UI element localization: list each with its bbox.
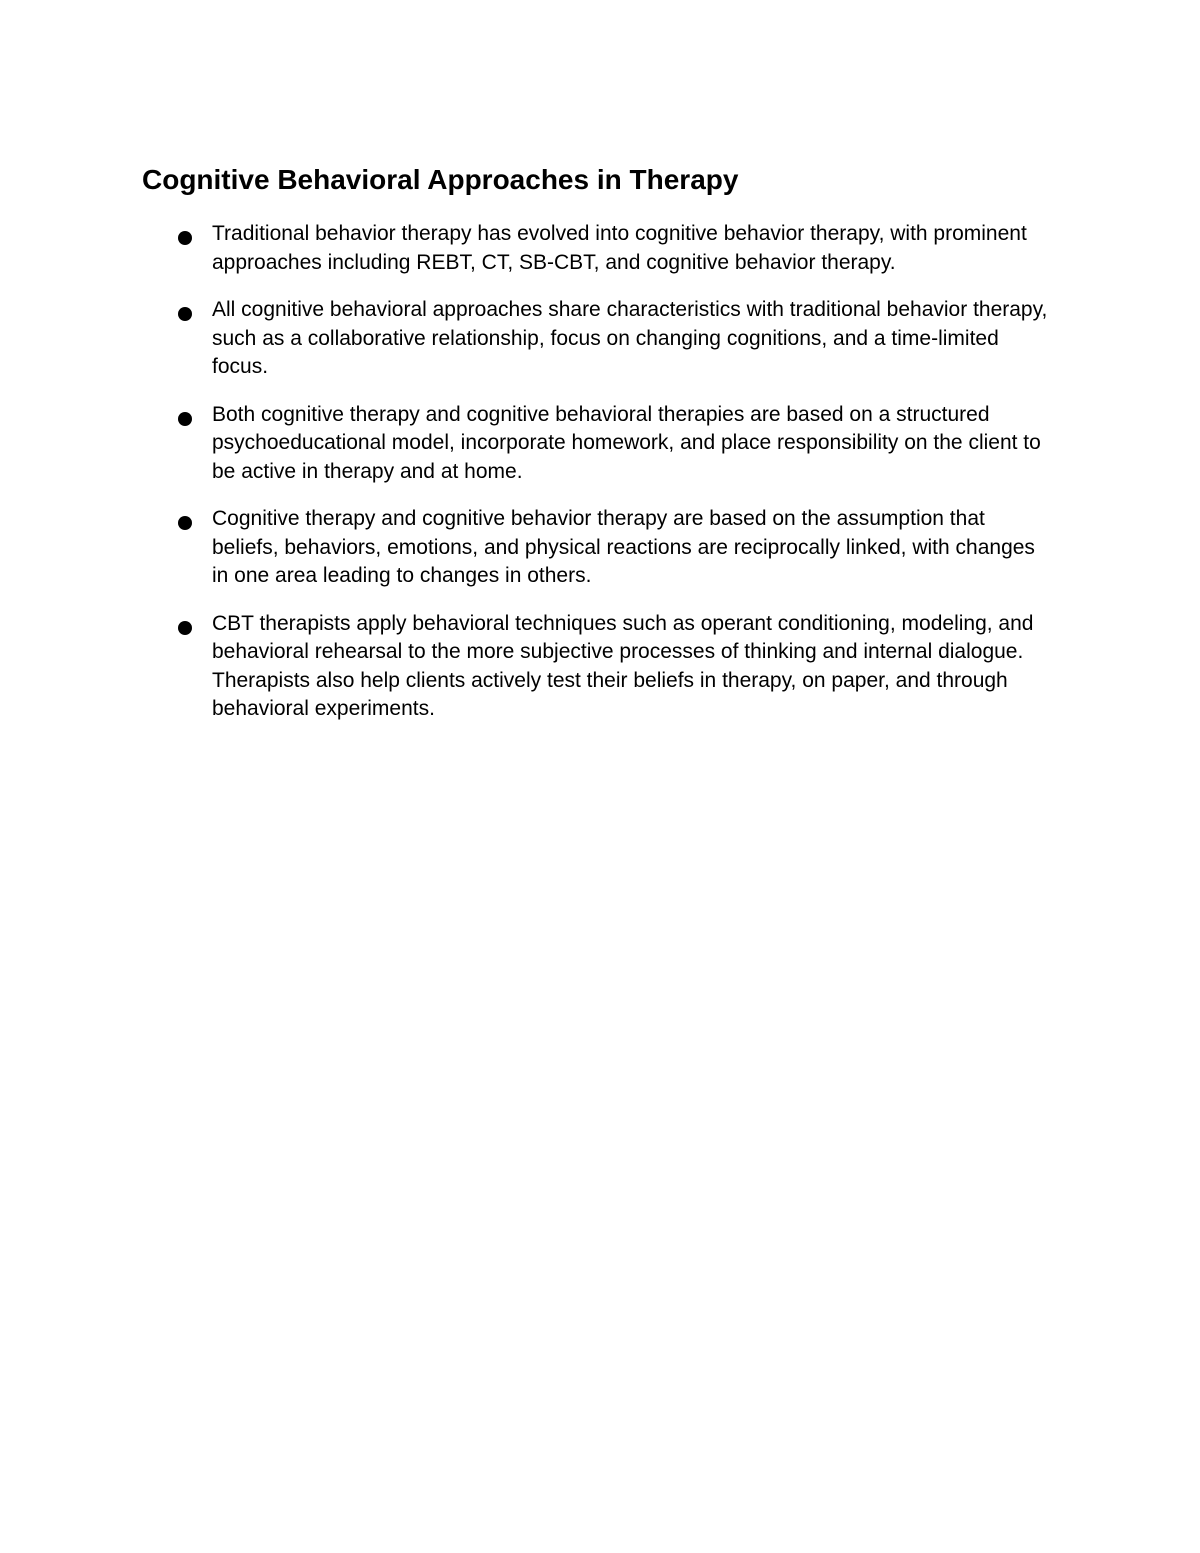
bullet-item <box>176 401 1056 487</box>
bullet-text: Cognitive therapy and cognitive behavior therapy are based on the assumption that beliefs, behaviors, emotions, and physical reactions are reciprocally linked, with changes in one area leading to changes in others. <box>212 507 1035 587</box>
bullet-icon <box>178 412 192 426</box>
bullet-text: Both cognitive therapy and cognitive behavioral therapies are based on a structured psychoeducational model, incorporate homework, and place responsibility on the client to be active in therapy and at home. <box>212 402 1041 483</box>
bullet-item <box>176 610 1056 724</box>
bullet-text: All cognitive behavioral approaches share characteristics with traditional behavior therapy, such as a collaborative relationship, focus on changing cognitions, and a time-limited focus. <box>212 298 1048 378</box>
bullet-icon <box>178 516 192 530</box>
bullet-list <box>176 220 1056 743</box>
bullet-item <box>176 220 1056 277</box>
bullet-item <box>176 296 1056 382</box>
document-title: Cognitive Behavioral Approaches in Therapy <box>142 164 739 195</box>
bullet-icon <box>178 307 192 321</box>
bullet-icon <box>178 621 192 635</box>
bullet-item <box>176 505 1056 591</box>
bullet-text: Traditional behavior therapy has evolved into cognitive behavior therapy, with prominent approaches including REBT, CT, SB-CBT, and cognitive behavior therapy. <box>212 222 1027 274</box>
bullet-icon <box>178 231 192 245</box>
bullet-text: CBT therapists apply behavioral techniques such as operant conditioning, modeling, and behavioral rehearsal to the more subjective processes of thinking and internal dialogue. Therapists also help clients actively test their beliefs in therapy, on paper, and through behavioral experiments. <box>212 611 1034 720</box>
